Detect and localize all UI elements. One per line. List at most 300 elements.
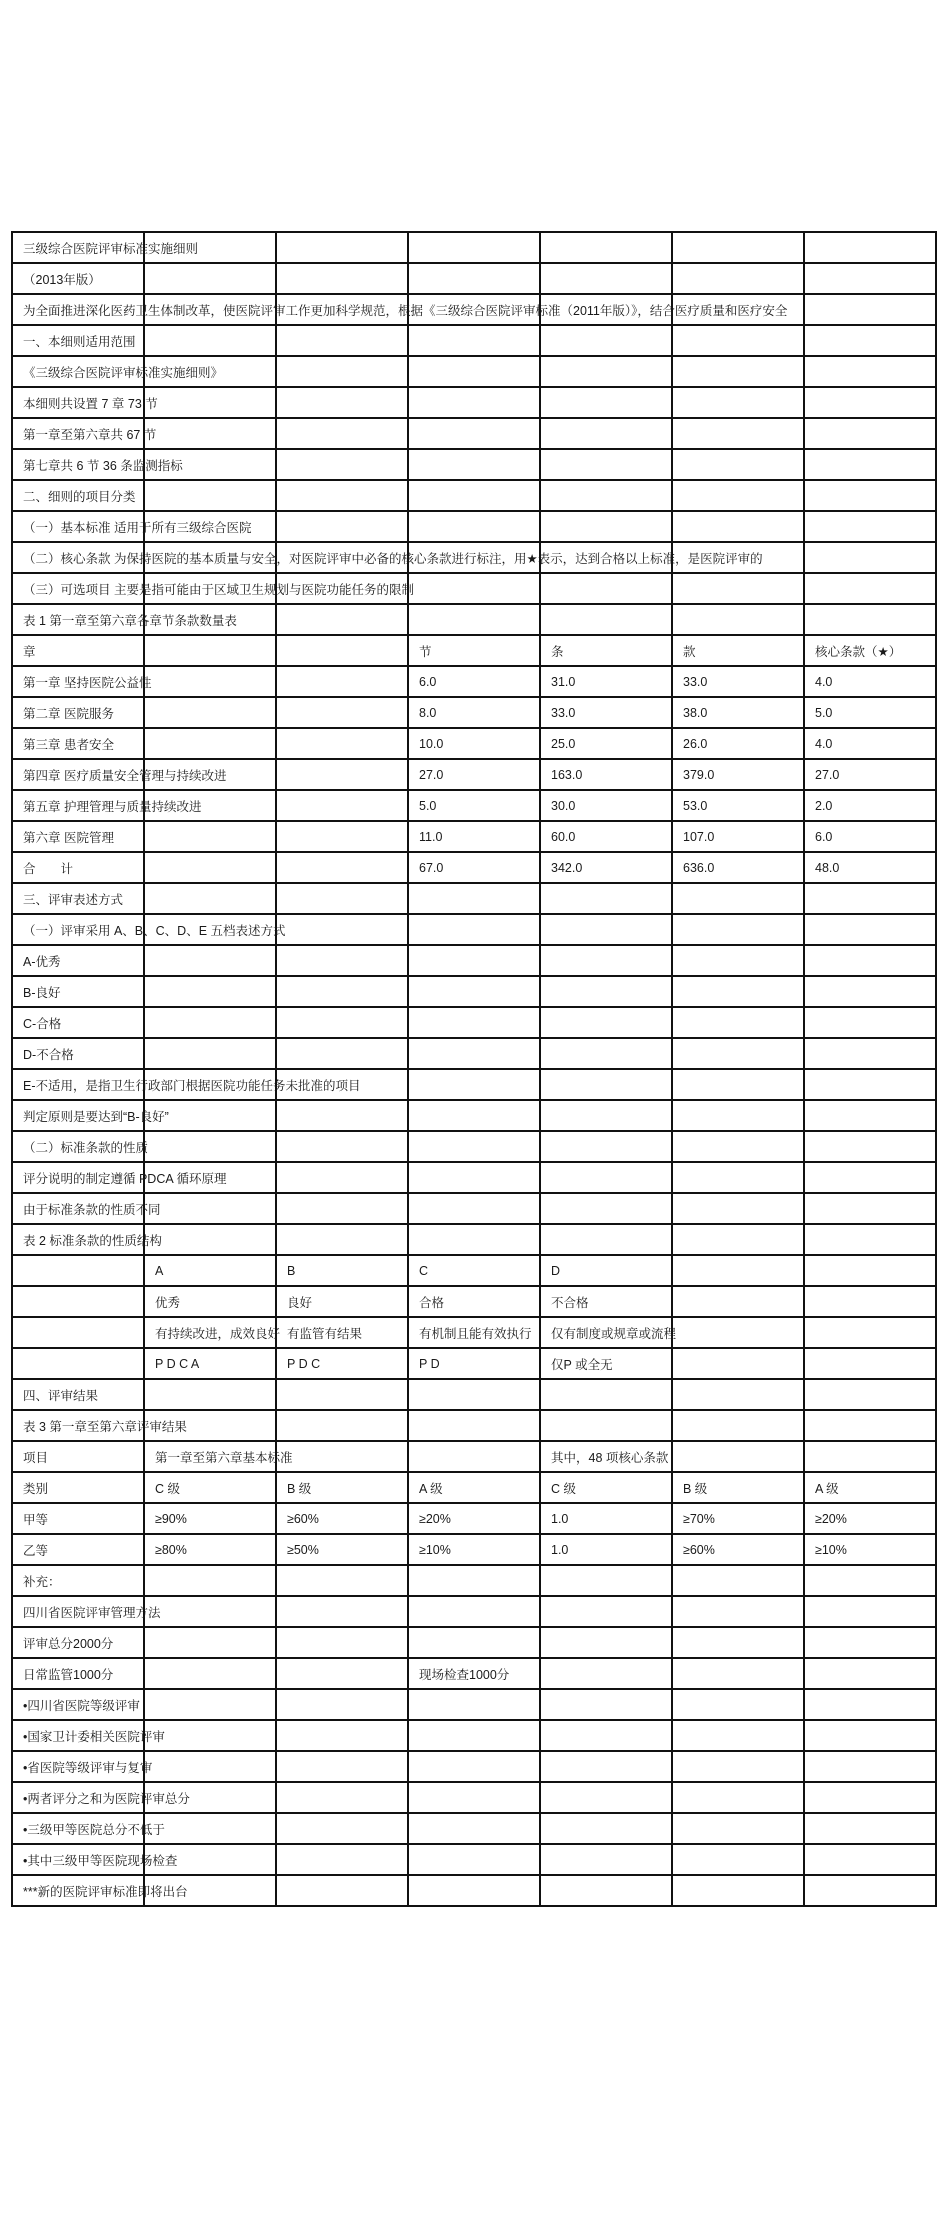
table-cell[interactable] xyxy=(12,1751,153,1782)
table-cell[interactable] xyxy=(804,449,936,480)
table-cell[interactable] xyxy=(672,1689,804,1720)
table-cell[interactable] xyxy=(540,1782,672,1813)
table-cell[interactable] xyxy=(12,1410,187,1441)
table-cell[interactable] xyxy=(276,604,408,635)
table-cell[interactable] xyxy=(12,1813,165,1844)
table-cell[interactable] xyxy=(144,883,276,914)
table-cell[interactable] xyxy=(276,1658,408,1689)
table-cell[interactable] xyxy=(276,1410,408,1441)
table-cell[interactable] xyxy=(408,1379,540,1410)
table-cell[interactable] xyxy=(276,1689,408,1720)
table-cell[interactable] xyxy=(540,1069,672,1100)
table-cell[interactable] xyxy=(408,387,540,418)
table-cell[interactable] xyxy=(540,1596,672,1627)
table-cell[interactable] xyxy=(540,573,672,604)
table-cell[interactable] xyxy=(144,1007,276,1038)
table-cell[interactable] xyxy=(12,1782,190,1813)
table-cell[interactable] xyxy=(144,325,276,356)
table-cell[interactable] xyxy=(12,976,144,1007)
table-cell[interactable] xyxy=(408,914,540,945)
table-cell[interactable] xyxy=(144,1317,281,1348)
table-cell[interactable] xyxy=(804,1286,936,1317)
table-cell[interactable] xyxy=(276,1751,408,1782)
table-cell[interactable] xyxy=(804,542,936,573)
table-cell[interactable] xyxy=(804,976,936,1007)
table-cell[interactable] xyxy=(672,697,804,728)
table-cell[interactable] xyxy=(276,1844,408,1875)
table-cell[interactable] xyxy=(276,449,408,480)
table-cell[interactable] xyxy=(672,1441,804,1472)
table-cell[interactable] xyxy=(672,1348,804,1379)
table-cell[interactable] xyxy=(12,728,144,759)
table-cell[interactable] xyxy=(804,604,936,635)
table-cell[interactable] xyxy=(12,883,144,914)
table-cell[interactable] xyxy=(144,697,276,728)
table-cell[interactable] xyxy=(12,232,199,263)
table-cell[interactable] xyxy=(672,1379,804,1410)
table-cell[interactable] xyxy=(12,852,144,883)
table-cell[interactable] xyxy=(408,1317,540,1348)
table-cell[interactable] xyxy=(672,1596,804,1627)
table-cell[interactable] xyxy=(144,821,276,852)
table-cell[interactable] xyxy=(672,449,804,480)
table-cell[interactable] xyxy=(804,573,936,604)
table-cell[interactable] xyxy=(408,728,540,759)
table-cell[interactable] xyxy=(276,976,408,1007)
table-cell[interactable] xyxy=(276,1627,408,1658)
table-cell[interactable] xyxy=(672,914,804,945)
table-cell[interactable] xyxy=(804,356,936,387)
table-cell[interactable] xyxy=(12,356,224,387)
table-cell[interactable] xyxy=(408,1472,540,1503)
table-cell[interactable] xyxy=(540,480,672,511)
table-cell[interactable] xyxy=(408,1503,540,1534)
table-cell[interactable] xyxy=(408,821,540,852)
table-cell[interactable] xyxy=(804,1813,936,1844)
table-cell[interactable] xyxy=(276,480,408,511)
table-cell[interactable] xyxy=(804,1627,936,1658)
table-cell[interactable] xyxy=(276,635,408,666)
table-cell[interactable] xyxy=(408,1193,540,1224)
table-cell[interactable] xyxy=(12,1565,144,1596)
table-cell[interactable] xyxy=(276,821,408,852)
table-cell[interactable] xyxy=(12,759,227,790)
table-cell[interactable] xyxy=(804,945,936,976)
table-cell[interactable] xyxy=(12,790,202,821)
table-cell[interactable] xyxy=(408,1627,540,1658)
table-cell[interactable] xyxy=(12,480,144,511)
table-cell[interactable] xyxy=(12,1348,144,1379)
table-cell[interactable] xyxy=(276,325,408,356)
table-cell[interactable] xyxy=(540,1379,672,1410)
table-cell[interactable] xyxy=(144,666,276,697)
table-cell[interactable] xyxy=(408,356,540,387)
table-cell[interactable] xyxy=(276,790,408,821)
table-cell[interactable] xyxy=(12,697,144,728)
table-cell[interactable] xyxy=(672,1875,804,1906)
table-cell[interactable] xyxy=(12,1441,144,1472)
table-cell[interactable] xyxy=(804,852,936,883)
table-cell[interactable] xyxy=(408,1813,540,1844)
table-cell[interactable] xyxy=(12,1534,144,1565)
table-cell[interactable] xyxy=(276,945,408,976)
table-cell[interactable] xyxy=(540,1007,672,1038)
table-cell[interactable] xyxy=(408,635,540,666)
table-cell[interactable] xyxy=(672,1565,804,1596)
table-cell[interactable] xyxy=(276,356,408,387)
table-cell[interactable] xyxy=(672,759,804,790)
table-cell[interactable] xyxy=(672,1720,804,1751)
table-cell[interactable] xyxy=(144,1534,276,1565)
table-cell[interactable] xyxy=(540,387,672,418)
table-cell[interactable] xyxy=(540,1844,672,1875)
table-cell[interactable] xyxy=(12,325,144,356)
table-cell[interactable] xyxy=(408,1410,540,1441)
table-cell[interactable] xyxy=(672,1007,804,1038)
table-cell[interactable] xyxy=(408,1751,540,1782)
table-cell[interactable] xyxy=(804,1751,936,1782)
table-cell[interactable] xyxy=(672,1658,804,1689)
table-cell[interactable] xyxy=(804,1782,936,1813)
table-cell[interactable] xyxy=(408,790,540,821)
table-cell[interactable] xyxy=(540,666,672,697)
table-cell[interactable] xyxy=(144,852,276,883)
table-cell[interactable] xyxy=(12,1627,144,1658)
table-cell[interactable] xyxy=(672,1255,804,1286)
table-cell[interactable] xyxy=(804,1441,936,1472)
table-cell[interactable] xyxy=(408,511,540,542)
table-cell[interactable] xyxy=(276,1565,408,1596)
table-cell[interactable] xyxy=(540,914,672,945)
table-cell[interactable] xyxy=(276,1720,408,1751)
table-cell[interactable] xyxy=(804,1069,936,1100)
table-cell[interactable] xyxy=(408,1565,540,1596)
table-cell[interactable] xyxy=(804,294,936,325)
table-cell[interactable] xyxy=(12,1224,162,1255)
table-cell[interactable] xyxy=(12,1038,144,1069)
table-cell[interactable] xyxy=(540,883,672,914)
table-cell[interactable] xyxy=(276,1441,408,1472)
table-cell[interactable] xyxy=(408,1286,540,1317)
table-cell[interactable] xyxy=(540,1565,672,1596)
table-cell[interactable] xyxy=(672,728,804,759)
table-cell[interactable] xyxy=(672,232,804,263)
table-cell[interactable] xyxy=(408,1348,540,1379)
table-cell[interactable] xyxy=(276,1534,408,1565)
table-cell[interactable] xyxy=(144,1224,276,1255)
table-cell[interactable] xyxy=(276,759,408,790)
table-cell[interactable] xyxy=(12,542,763,573)
table-cell[interactable] xyxy=(408,1162,540,1193)
table-cell[interactable] xyxy=(12,1007,144,1038)
table-cell[interactable] xyxy=(672,1472,804,1503)
table-cell[interactable] xyxy=(804,790,936,821)
table-cell[interactable] xyxy=(672,635,804,666)
table-cell[interactable] xyxy=(672,1286,804,1317)
table-cell[interactable] xyxy=(276,728,408,759)
table-cell[interactable] xyxy=(144,387,276,418)
table-cell[interactable] xyxy=(540,1317,677,1348)
table-cell[interactable] xyxy=(540,1813,672,1844)
table-cell[interactable] xyxy=(12,1317,144,1348)
table-cell[interactable] xyxy=(276,1224,408,1255)
table-cell[interactable] xyxy=(672,1162,804,1193)
table-cell[interactable] xyxy=(144,1472,276,1503)
table-cell[interactable] xyxy=(804,883,936,914)
table-cell[interactable] xyxy=(408,666,540,697)
table-cell[interactable] xyxy=(804,1565,936,1596)
table-cell[interactable] xyxy=(12,1658,144,1689)
table-cell[interactable] xyxy=(672,1410,804,1441)
table-cell[interactable] xyxy=(672,945,804,976)
table-cell[interactable] xyxy=(804,480,936,511)
table-cell[interactable] xyxy=(144,976,276,1007)
table-cell[interactable] xyxy=(408,1720,540,1751)
table-cell[interactable] xyxy=(408,883,540,914)
table-cell[interactable] xyxy=(804,697,936,728)
table-cell[interactable] xyxy=(804,325,936,356)
table-cell[interactable] xyxy=(276,1007,408,1038)
table-cell[interactable] xyxy=(540,325,672,356)
table-cell[interactable] xyxy=(540,1472,672,1503)
table-cell[interactable] xyxy=(804,1534,936,1565)
table-cell[interactable] xyxy=(276,1100,408,1131)
table-cell[interactable] xyxy=(672,1751,804,1782)
table-cell[interactable] xyxy=(276,852,408,883)
table-cell[interactable] xyxy=(540,1751,672,1782)
table-cell[interactable] xyxy=(12,666,152,697)
table-cell[interactable] xyxy=(144,1379,276,1410)
table-cell[interactable] xyxy=(540,1503,672,1534)
table-cell[interactable] xyxy=(672,480,804,511)
table-cell[interactable] xyxy=(276,1286,408,1317)
table-cell[interactable] xyxy=(540,635,672,666)
table-cell[interactable] xyxy=(540,1627,672,1658)
table-cell[interactable] xyxy=(408,1441,540,1472)
table-cell[interactable] xyxy=(804,387,936,418)
table-cell[interactable] xyxy=(12,1844,178,1875)
table-cell[interactable] xyxy=(408,1658,540,1689)
table-cell[interactable] xyxy=(12,604,237,635)
table-cell[interactable] xyxy=(144,480,276,511)
table-cell[interactable] xyxy=(276,1317,408,1348)
table-cell[interactable] xyxy=(540,1441,672,1472)
table-cell[interactable] xyxy=(12,821,144,852)
table-cell[interactable] xyxy=(408,418,540,449)
table-cell[interactable] xyxy=(276,1255,408,1286)
table-cell[interactable] xyxy=(408,945,540,976)
table-cell[interactable] xyxy=(12,387,158,418)
table-cell[interactable] xyxy=(672,573,804,604)
table-cell[interactable] xyxy=(144,945,276,976)
table-cell[interactable] xyxy=(12,1255,144,1286)
table-cell[interactable] xyxy=(672,1317,804,1348)
table-cell[interactable] xyxy=(540,821,672,852)
table-cell[interactable] xyxy=(804,511,936,542)
table-cell[interactable] xyxy=(804,1875,936,1906)
table-cell[interactable] xyxy=(804,1317,936,1348)
table-cell[interactable] xyxy=(12,635,144,666)
table-cell[interactable] xyxy=(540,356,672,387)
table-cell[interactable] xyxy=(276,1162,408,1193)
table-cell[interactable] xyxy=(12,1379,144,1410)
table-cell[interactable] xyxy=(804,1596,936,1627)
table-cell[interactable] xyxy=(540,263,672,294)
table-cell[interactable] xyxy=(408,1596,540,1627)
table-cell[interactable] xyxy=(408,1689,540,1720)
table-cell[interactable] xyxy=(12,1286,144,1317)
table-cell[interactable] xyxy=(144,1131,276,1162)
table-cell[interactable] xyxy=(804,728,936,759)
table-cell[interactable] xyxy=(804,1348,936,1379)
table-cell[interactable] xyxy=(144,1596,276,1627)
table-cell[interactable] xyxy=(12,263,144,294)
table-cell[interactable] xyxy=(408,573,540,604)
table-cell[interactable] xyxy=(276,883,408,914)
table-cell[interactable] xyxy=(12,1162,227,1193)
table-cell[interactable] xyxy=(276,1472,408,1503)
table-cell[interactable] xyxy=(804,1038,936,1069)
table-cell[interactable] xyxy=(540,1100,672,1131)
table-cell[interactable] xyxy=(540,976,672,1007)
table-cell[interactable] xyxy=(144,1348,276,1379)
table-cell[interactable] xyxy=(672,511,804,542)
table-cell[interactable] xyxy=(804,1689,936,1720)
table-cell[interactable] xyxy=(276,263,408,294)
table-cell[interactable] xyxy=(540,1224,672,1255)
table-cell[interactable] xyxy=(672,1224,804,1255)
table-cell[interactable] xyxy=(540,1534,672,1565)
table-cell[interactable] xyxy=(804,1007,936,1038)
table-cell[interactable] xyxy=(540,697,672,728)
table-cell[interactable] xyxy=(408,759,540,790)
table-cell[interactable] xyxy=(540,1658,672,1689)
table-cell[interactable] xyxy=(672,1534,804,1565)
table-cell[interactable] xyxy=(408,325,540,356)
table-cell[interactable] xyxy=(672,1813,804,1844)
table-cell[interactable] xyxy=(12,1596,161,1627)
table-cell[interactable] xyxy=(540,945,672,976)
table-cell[interactable] xyxy=(276,1875,408,1906)
table-cell[interactable] xyxy=(144,1441,293,1472)
table-cell[interactable] xyxy=(408,263,540,294)
table-cell[interactable] xyxy=(804,759,936,790)
table-cell[interactable] xyxy=(672,790,804,821)
table-cell[interactable] xyxy=(540,1286,672,1317)
table-cell[interactable] xyxy=(144,728,276,759)
table-cell[interactable] xyxy=(276,914,408,945)
table-cell[interactable] xyxy=(144,1038,276,1069)
table-cell[interactable] xyxy=(540,1720,672,1751)
table-cell[interactable] xyxy=(540,1689,672,1720)
table-cell[interactable] xyxy=(804,1162,936,1193)
table-cell[interactable] xyxy=(672,976,804,1007)
table-cell[interactable] xyxy=(276,697,408,728)
table-cell[interactable] xyxy=(804,1379,936,1410)
table-cell[interactable] xyxy=(540,1255,672,1286)
table-cell[interactable] xyxy=(804,1255,936,1286)
table-cell[interactable] xyxy=(276,232,408,263)
table-cell[interactable] xyxy=(540,1038,672,1069)
table-cell[interactable] xyxy=(540,790,672,821)
table-cell[interactable] xyxy=(276,666,408,697)
table-cell[interactable] xyxy=(804,1131,936,1162)
table-cell[interactable] xyxy=(12,1875,188,1906)
table-cell[interactable] xyxy=(276,1503,408,1534)
table-cell[interactable] xyxy=(540,511,672,542)
table-cell[interactable] xyxy=(144,635,276,666)
table-cell[interactable] xyxy=(672,1131,804,1162)
table-cell[interactable] xyxy=(408,1534,540,1565)
table-cell[interactable] xyxy=(12,1100,169,1131)
table-cell[interactable] xyxy=(276,1782,408,1813)
table-cell[interactable] xyxy=(672,883,804,914)
table-cell[interactable] xyxy=(540,1875,672,1906)
table-cell[interactable] xyxy=(408,1038,540,1069)
table-cell[interactable] xyxy=(540,1162,672,1193)
table-cell[interactable] xyxy=(12,1689,144,1720)
table-cell[interactable] xyxy=(540,728,672,759)
table-cell[interactable] xyxy=(804,263,936,294)
table-cell[interactable] xyxy=(804,1472,936,1503)
table-cell[interactable] xyxy=(408,1782,540,1813)
table-cell[interactable] xyxy=(276,1596,408,1627)
table-cell[interactable] xyxy=(144,1689,276,1720)
table-cell[interactable] xyxy=(12,914,286,945)
table-cell[interactable] xyxy=(276,387,408,418)
table-cell[interactable] xyxy=(144,1503,276,1534)
table-cell[interactable] xyxy=(408,1255,540,1286)
table-cell[interactable] xyxy=(144,1627,276,1658)
table-cell[interactable] xyxy=(672,325,804,356)
table-cell[interactable] xyxy=(144,418,276,449)
table-cell[interactable] xyxy=(12,1720,165,1751)
table-cell[interactable] xyxy=(12,1131,149,1162)
table-cell[interactable] xyxy=(672,1100,804,1131)
table-cell[interactable] xyxy=(672,418,804,449)
table-cell[interactable] xyxy=(276,1193,408,1224)
table-cell[interactable] xyxy=(540,1193,672,1224)
table-cell[interactable] xyxy=(408,480,540,511)
table-cell[interactable] xyxy=(804,1193,936,1224)
table-cell[interactable] xyxy=(276,1038,408,1069)
table-cell[interactable] xyxy=(804,1658,936,1689)
table-cell[interactable] xyxy=(672,821,804,852)
table-cell[interactable] xyxy=(276,1813,408,1844)
table-cell[interactable] xyxy=(540,232,672,263)
table-cell[interactable] xyxy=(144,1658,276,1689)
table-cell[interactable] xyxy=(408,1131,540,1162)
table-cell[interactable] xyxy=(408,1069,540,1100)
table-cell[interactable] xyxy=(12,511,252,542)
table-cell[interactable] xyxy=(540,418,672,449)
table-cell[interactable] xyxy=(672,1627,804,1658)
table-cell[interactable] xyxy=(804,1844,936,1875)
table-cell[interactable] xyxy=(672,1069,804,1100)
table-cell[interactable] xyxy=(12,294,788,325)
table-cell[interactable] xyxy=(804,666,936,697)
table-cell[interactable] xyxy=(672,666,804,697)
table-cell[interactable] xyxy=(144,1286,276,1317)
table-cell[interactable] xyxy=(12,449,183,480)
table-cell[interactable] xyxy=(672,604,804,635)
table-cell[interactable] xyxy=(12,1069,361,1100)
table-cell[interactable] xyxy=(540,759,672,790)
table-cell[interactable] xyxy=(672,356,804,387)
table-cell[interactable] xyxy=(408,697,540,728)
table-cell[interactable] xyxy=(804,1100,936,1131)
table-cell[interactable] xyxy=(540,852,672,883)
